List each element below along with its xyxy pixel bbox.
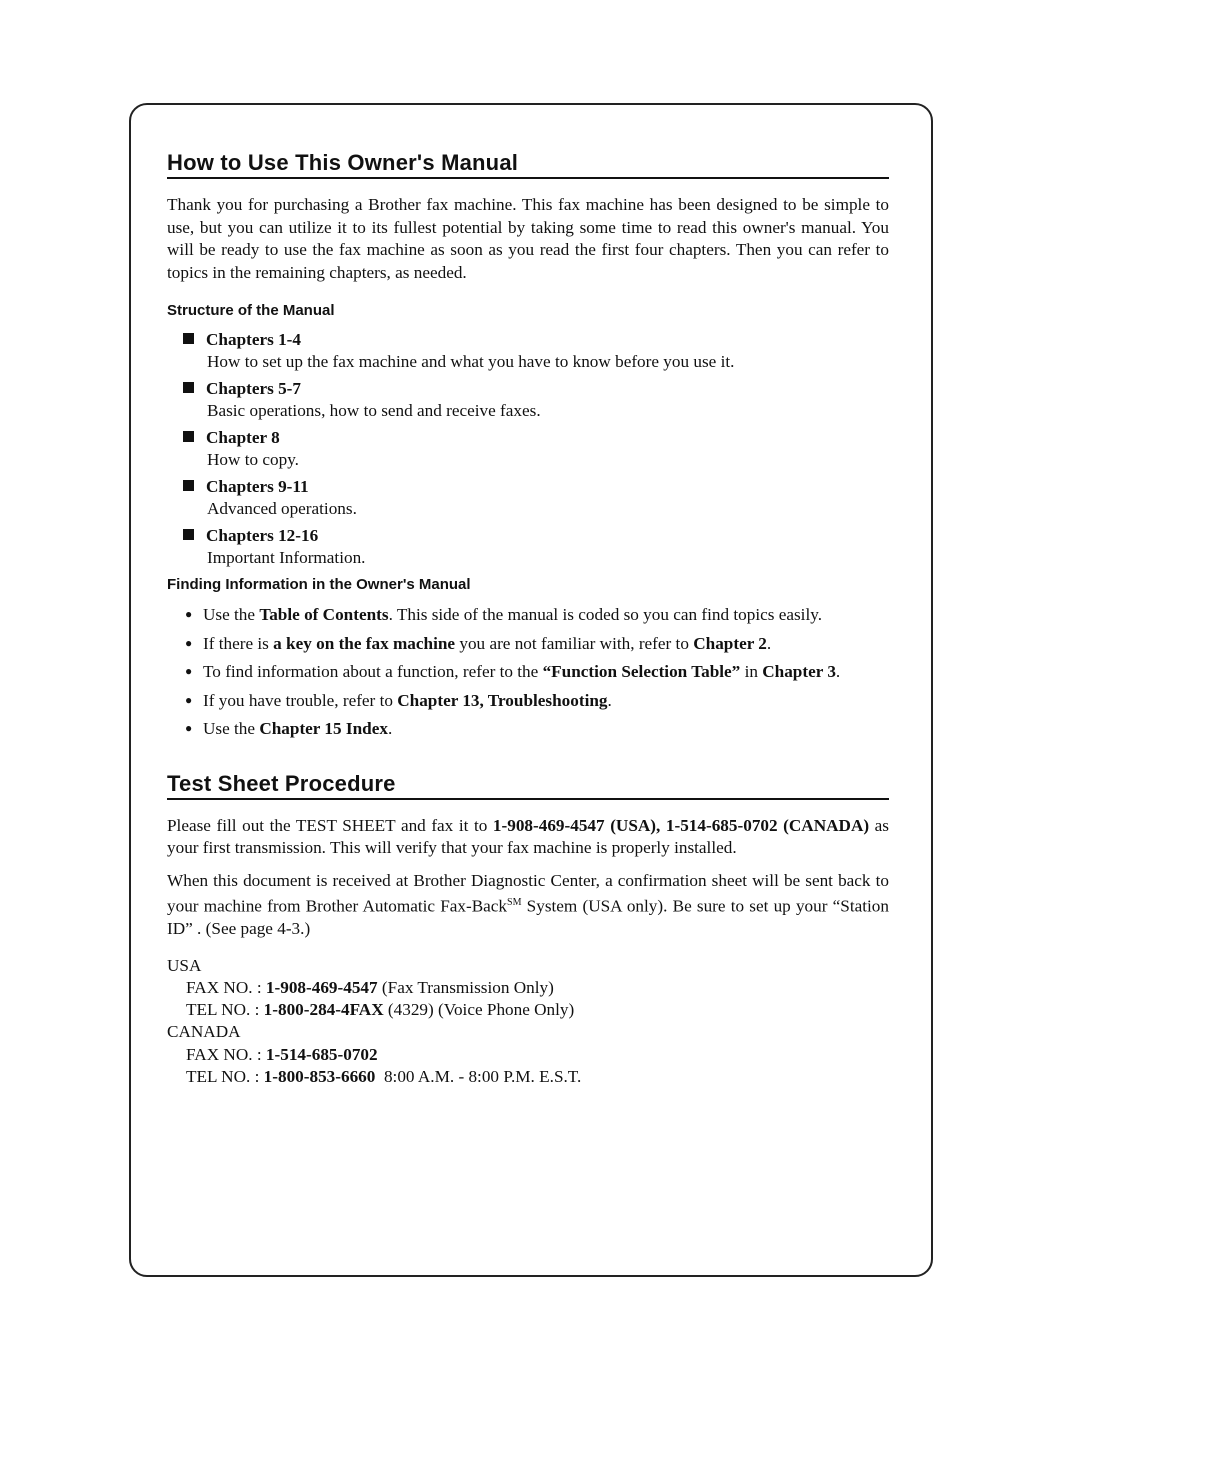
usa-label: USA bbox=[167, 955, 202, 975]
confirmation-paragraph: When this document is received at Brother Diagnostic Center, a confirmation sheet will be sent back to your machine from Brother Automatic Fax-Back℠ System (USA only). Be sure to set up your “Station ID” . (See page 4-3.) bbox=[167, 870, 889, 939]
chapter-list bbox=[183, 329, 889, 568]
chapter-item: Chapters 9-11 Advanced operations. bbox=[183, 476, 889, 519]
finding-list bbox=[185, 603, 889, 741]
dot-bullet-icon: ● bbox=[185, 721, 193, 735]
test-sheet-paragraph: Please fill out the TEST SHEET and fax it to 1-908-469-4547 (USA), 1-514-685-0702 (CANADA) as your first transmission. This will verify that your fax machine is properly installed. bbox=[167, 815, 889, 857]
square-bullet-icon bbox=[183, 382, 194, 393]
canada-tel-line: TEL NO. : 1-800-853-6660 8:00 A.M. - 8:00 P.M. E.S.T. bbox=[186, 1066, 582, 1086]
chapter-item: Chapters 1-4 How to set up the fax machine and what you have to know before you use it. bbox=[183, 329, 889, 372]
structure-heading: Structure of the Manual bbox=[167, 302, 335, 319]
square-bullet-icon bbox=[183, 333, 194, 344]
intro-paragraph: Thank you for purchasing a Brother fax machine. This fax machine has been designed to be simple to use, but you can utilize it to its fullest potential by taking some time to read this owner's manual. You will be ready to use the fax machine as soon as you read the first four chapters. Then you can refer to topics in the remaining chapters, as needed. bbox=[167, 195, 889, 282]
contact-block bbox=[167, 955, 889, 1088]
section-title-test-sheet: Test Sheet Procedure bbox=[167, 771, 889, 800]
usa-tel-line: TEL NO. : 1-800-284-4FAX (4329) (Voice Phone Only) bbox=[186, 1000, 575, 1020]
dot-bullet-icon: ● bbox=[185, 607, 193, 621]
canada-fax-line: FAX NO. : 1-514-685-0702 bbox=[186, 1044, 378, 1064]
square-bullet-icon bbox=[183, 431, 194, 442]
dot-bullet-icon: ● bbox=[185, 635, 193, 650]
finding-heading: Finding Information in the Owner's Manual bbox=[167, 576, 471, 593]
dot-bullet-icon: ● bbox=[185, 664, 193, 678]
finding-item: ● To find information about a function, refer to the “Function Selection Table” in Chapter 3. bbox=[185, 660, 889, 684]
square-bullet-icon bbox=[183, 480, 194, 491]
chapter-item: Chapters 5-7 Basic operations, how to send and receive faxes. bbox=[183, 378, 889, 421]
dot-bullet-icon: ● bbox=[185, 692, 193, 707]
chapter-item: Chapters 12-16 Important Information. bbox=[183, 525, 889, 568]
square-bullet-icon bbox=[183, 529, 194, 540]
canada-label: CANADA bbox=[167, 1022, 241, 1042]
manual-content bbox=[167, 150, 889, 1088]
section-title-how-to-use: How to Use This Owner's Manual bbox=[167, 150, 889, 179]
finding-item: ● Use the Chapter 15 Index. bbox=[185, 717, 889, 741]
finding-item: ● Use the Table of Contents. This side of the manual is coded so you can find topics easily. bbox=[185, 603, 889, 627]
chapter-item: Chapter 8 How to copy. bbox=[183, 427, 889, 470]
finding-item: ● If there is a key on the fax machine you are not familiar with, refer to Chapter 2. bbox=[185, 632, 889, 656]
usa-fax-line: FAX NO. : 1-908-469-4547 (Fax Transmission Only) bbox=[186, 977, 554, 997]
finding-item: ● If you have trouble, refer to Chapter 13, Troubleshooting. bbox=[185, 689, 889, 713]
